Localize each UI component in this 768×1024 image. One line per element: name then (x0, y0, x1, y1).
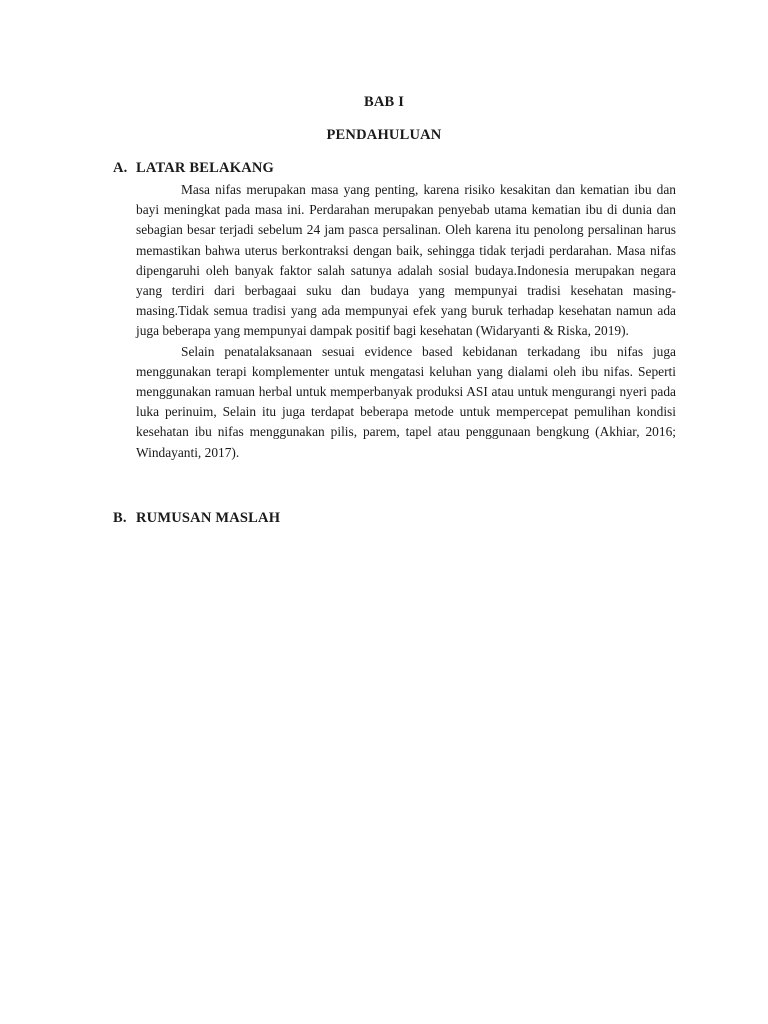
section-title: LATAR BELAKANG (136, 160, 275, 176)
section-title: RUMUSAN MASLAH (136, 510, 281, 526)
section-body-latar-belakang (136, 180, 676, 463)
chapter-title: PENDAHULUAN (326, 127, 442, 143)
paragraph: Masa nifas merupakan masa yang penting, karena risiko kesakitan dan kematian ibu dan bayi meningkat pada masa ini. Perdarahan merupakan penyebab utama kematian ibu di dunia dan sebagian besar terjadi sebelum 24 jam pasca persalinan. Oleh karena itu penolong persalinan harus memastikan bahwa uterus berkontraksi dengan baik, sehingga tidak terjadi perdarahan. Masa nifas dipengaruhi oleh banyak faktor salah satunya adalah sosial budaya.Indonesia merupakan negara yang terdiri dari berbagaai suku dan budaya yang mempunyai tradisi kesehatan masing-masing.Tidak semua tradisi yang ada mempunyai efek yang buruk terhadap kesehatan namun ada juga beberapa yang mempunyai dampak positif bagi kesehatan (Widaryanti & Riska, 2019). (136, 182, 676, 339)
section-letter: A. (113, 160, 128, 176)
section-heading-rumusan-maslah (113, 510, 280, 527)
chapter-number: BAB I (363, 94, 405, 110)
paragraph: Selain penatalaksanaan sesuai evidence based kebidanan terkadang ibu nifas juga menggunakan terapi komplementer untuk mengatasi keluhan yang dialami oleh ibu nifas. Seperti menggunakan ramuan herbal untuk memperbanyak produksi ASI atau untuk mengurangi nyeri pada luka perinuim, Selain itu juga terdapat beberapa metode untuk mempercepat pemulihan kondisi kesehatan ibu nifas menggunakan pilis, parem, tapel atau penggunaan bengkung (Akhiar, 2016; Windayanti, 2017). (136, 343, 676, 460)
section-letter: B. (113, 510, 127, 526)
section-heading-latar-belakang (113, 160, 274, 177)
